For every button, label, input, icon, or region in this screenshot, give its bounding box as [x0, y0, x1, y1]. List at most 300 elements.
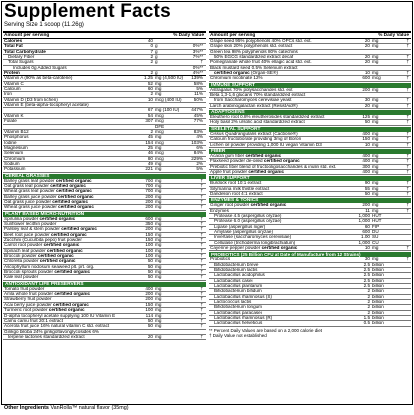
daily-value: † [200, 183, 203, 188]
daily-value: 84% [193, 151, 203, 156]
panel-title: Supplement Facts [4, 1, 171, 22]
nutrient-name: Lactobacillus casei [214, 278, 253, 283]
nutrient-amount: 52 [147, 81, 153, 86]
nutrient-unit: mg [155, 270, 162, 275]
nutrient-unit: mg [155, 194, 162, 199]
nutrient-unit: mcg (400 IU) [155, 97, 182, 102]
nutrient-unit: mg [155, 183, 162, 188]
nutrient-name: Vitamin A (90% as beta-carotene) [4, 76, 73, 81]
nutrient-amount: 2 [367, 289, 370, 294]
nutrient-name: Lactobacillus paracasei [214, 310, 262, 315]
organic-flag: certified organic [55, 178, 92, 183]
nutrient-unit: mg [155, 334, 162, 339]
organic-flag: certified organic [46, 248, 83, 253]
nutrient-unit: mcg [155, 151, 164, 156]
nutrient-name: Phosphorus [4, 135, 29, 140]
daily-value: † [406, 186, 409, 191]
nutrient-amount: 20 [364, 55, 370, 60]
daily-value: † [200, 232, 203, 237]
nutrient-name: Invertase (saccharomyces cerevisiae) [214, 235, 292, 240]
nutrient-row [209, 104, 411, 109]
daily-value: † [200, 189, 203, 194]
nutrient-amount: 49 [147, 161, 153, 166]
nutrient-name: Lipase (aspergillus niger) [214, 224, 266, 229]
nutrient-amount: 80 [147, 156, 153, 161]
nutrient-amount: 1.25 [144, 76, 153, 81]
nutrient-name: Carrot root powder certified organic [4, 243, 80, 248]
nutrient-unit: billion [372, 284, 384, 289]
nutrient-name: Holy basil 2% ursolic acid standardized extract [210, 120, 305, 125]
section-heading: ADAPTOGENS [209, 110, 411, 115]
daily-value: † [406, 246, 409, 250]
nutrient-name: Bifidobacterium longum [214, 305, 263, 310]
nutrient-row [209, 120, 411, 125]
nutrient-row [3, 167, 206, 172]
daily-value: † [200, 270, 203, 275]
daily-value: † [406, 208, 409, 213]
nutrient-amount: 50 [147, 324, 153, 329]
nutrient-name: Lactococcus lactis [214, 300, 252, 305]
nutrient-name: Cissus Quadrangularis extract (Cacbone®) [210, 131, 298, 136]
nutrient-name: Calcium [4, 87, 21, 92]
nutrient-amount: 2 [150, 55, 153, 60]
nutrient-amount: 2 [150, 60, 153, 65]
nutrient-amount: 2.5 [363, 268, 370, 273]
nutrient-amount: 1.5 [363, 316, 370, 321]
nutrient-unit: billion [372, 273, 384, 278]
nutrient-amount: 55 [364, 186, 370, 191]
daily-value: † [406, 153, 409, 158]
nutrient-amount: 0 [150, 44, 153, 49]
nutrient-name: Dietary Fiber [8, 55, 35, 60]
nutrient-amount: 700 [145, 178, 153, 183]
nutrient-amount: 25 [147, 145, 153, 150]
nutrient-name: D-alpha tocopheryl acetate supplying 100 IU Vitamin E [4, 313, 116, 318]
nutrient-amount: 60 [147, 87, 153, 92]
section-heading: IMMUNE SUPPORT [209, 83, 411, 88]
daily-value: † [200, 194, 203, 199]
nutrient-name: Vitamin K [4, 113, 24, 118]
section-heading: ENZYMES & TONICS [209, 198, 411, 203]
daily-value: † [200, 264, 203, 269]
nutrient-unit: mg [155, 205, 162, 210]
daily-value: † [200, 297, 203, 302]
organic-flag: certified organic [51, 232, 87, 237]
nutrient-name: Lactobacillus plantarum [214, 284, 263, 289]
nutrient-name: Barley grass juice powder certified organic [4, 194, 94, 199]
nutrient-amount: 700 [145, 183, 153, 188]
nutrient-name: from Saccharomyces cerevisiae yeast [214, 98, 292, 103]
amount-per-serving-label: Amount per serving [210, 33, 256, 38]
daily-value: † [406, 55, 409, 60]
nutrient-unit: g [155, 44, 158, 49]
nutrient-amount: 2 [150, 92, 153, 97]
organic-flag: certified organic [53, 302, 89, 307]
nutrient-name: Tomato fruit powder [4, 286, 45, 291]
nutrient-unit: mg [372, 203, 379, 208]
nutrient-unit: mg [155, 92, 162, 97]
nutrient-amount: 90 [364, 181, 370, 186]
nutrient-amount: 350 [145, 222, 153, 226]
nutrient-name: Potassium [4, 167, 26, 172]
nutrient-unit: mg [155, 292, 162, 297]
nutrient-name: Burdock root 10:1 extract [210, 181, 262, 186]
nutrient-unit: mcg [155, 113, 164, 118]
nutrient-name: Acai berry juice powder certified organic [4, 302, 89, 307]
nutrient-amount: 20 [147, 334, 153, 339]
nutrient-unit: mg [372, 131, 379, 136]
daily-value: † [200, 227, 203, 232]
nutrient-amount: 400 [362, 169, 370, 174]
nutrient-unit: mcg [155, 129, 164, 134]
nutrient-amount: 400 [362, 153, 370, 158]
nutrient-amount: 7 [150, 49, 153, 54]
daily-value: 5% [196, 87, 203, 92]
nutrient-name: Pomegranate whole fruit 40% ellagic acid std. ext. [210, 60, 312, 65]
nutrient-amount: 60 [364, 224, 370, 229]
nutrient-unit: mg [155, 324, 162, 329]
nutrient-unit: mg [155, 286, 162, 291]
nutrient-unit: mg [155, 232, 162, 237]
daily-value: 58% [193, 81, 203, 86]
organic-flag: certified organic [43, 243, 80, 248]
nutrient-amount: 154 [145, 140, 153, 145]
daily-value: 139% [191, 76, 203, 81]
nutrient-unit: mcg [372, 76, 381, 81]
daily-value: 103% [191, 140, 203, 145]
daily-value: 45% [193, 113, 203, 118]
daily-value: † [200, 324, 203, 329]
nutrient-amount: 221 [145, 167, 153, 172]
nutrient-amount: 20 [364, 44, 370, 49]
nutrient-name: Selenium [4, 151, 24, 156]
nutrient-unit: mg (100 IU) [155, 108, 180, 113]
nutrient-unit: mg [372, 44, 379, 49]
daily-value: † [200, 308, 203, 313]
supplement-facts-panel [1, 1, 413, 413]
daily-value: 11% [194, 92, 203, 97]
organic-flag: certified organic [54, 270, 91, 275]
organic-flag: certified organic [37, 254, 74, 259]
nutrient-name: Ascophyllum nodosum seaweed plt. prt. org. [4, 264, 95, 269]
nutrient-name: Cayenne pepper powder certified organic [210, 246, 298, 250]
nutrient-unit: mg [372, 164, 379, 169]
nutrient-name: Broccoli sprouts powder certified organic [4, 270, 91, 275]
daily-value: † [406, 159, 409, 164]
nutrient-amount: 100 [145, 308, 153, 313]
nutrient-name: Calcium fructoborate providing 3mg of Boron [210, 137, 302, 142]
nutrient-amount: 100 [145, 254, 153, 259]
nutrient-name: Total Carbohydrate [4, 49, 46, 54]
nutrient-unit: billion [372, 268, 384, 273]
nutrient-amount: 50 [147, 259, 153, 264]
nutrient-amount: 200 [362, 87, 370, 92]
daily-value: † [406, 115, 409, 120]
nutrient-row [3, 205, 206, 210]
nutrient-amount: 2 [367, 294, 370, 299]
nutrient-name: Amla whole fruit powder certified organic [4, 292, 91, 297]
nutrient-name: Vitamin C [4, 81, 24, 86]
nutrient-name: Astragalus 70% polysaccharides std. ext [210, 87, 293, 92]
nutrient-amount: 0.5 [363, 321, 370, 326]
organic-flag: certified organic [248, 169, 285, 174]
daily-value: † [200, 199, 203, 204]
nutrient-amount: 54 [147, 113, 153, 118]
daily-value: † [406, 120, 409, 125]
organic-flag: certified organic [261, 246, 298, 250]
nutrient-unit: mg (4,500 IU) [155, 76, 184, 81]
nutrient-amount: 2.5 [363, 273, 370, 278]
nutrient-name: Chromium nicotinate 12% [210, 76, 263, 81]
nutrient-unit: billion [372, 305, 384, 310]
nutrient-amount: 150 [145, 302, 153, 307]
organic-flag: certified organic [245, 153, 282, 158]
daily-value: † [200, 205, 203, 210]
nutrient-unit: FIP [372, 224, 380, 229]
nutrient-unit: mg [155, 254, 162, 259]
nutrient-amount: 1,000 [358, 219, 370, 224]
nutrient-unit: SU [372, 235, 379, 240]
daily-value: † [406, 164, 409, 169]
daily-value: † [406, 191, 409, 196]
footnote: ** Percent Daily Values are based on a 2,000 calorie diet [209, 328, 322, 333]
nutrient-name: Eleuthero root 0.8% eleutherosides standardized extract [210, 115, 325, 120]
daily-value: † [200, 243, 203, 248]
nutrient-amount: 307 [145, 119, 153, 124]
nutrient-amount: 30 [364, 257, 370, 262]
nutrient-amount: 200 [145, 194, 153, 199]
amount-per-serving-label: Amount per serving [4, 33, 50, 38]
daily-value: 2% [196, 161, 203, 166]
nutrient-unit: g [155, 49, 158, 54]
daily-value-label: % Daily Value [173, 33, 204, 38]
nutrient-unit: mcg [155, 119, 164, 124]
nutrient-amount: 700 [145, 189, 153, 194]
nutrient-amount: 11 [365, 208, 370, 213]
nutrient-unit: mg [372, 103, 379, 108]
nutrient-name: Grape skin 20% polyphenols std. extract [210, 44, 293, 49]
daily-value: † [406, 142, 409, 147]
nutrient-name: Protein [4, 71, 20, 76]
daily-value: 447% [191, 108, 203, 113]
daily-value: † [200, 238, 203, 243]
organic-flag: certified organic [57, 194, 94, 199]
organic-flag: certified organic [56, 189, 92, 194]
nutrient-name: Black mustard seed 0.5% Selenium extract [210, 65, 298, 70]
nutrient-amount: 2 [367, 310, 370, 315]
daily-value: 3%** [192, 49, 203, 54]
daily-value-label: % Daily Value [378, 33, 409, 38]
nutrient-amount: 200 [145, 297, 153, 302]
nutrient-amount: 1,000 [358, 213, 370, 218]
nutrient-amount: 10 [364, 246, 370, 250]
nutrient-unit: mg [372, 246, 379, 250]
other-ingredients-text: VanRolla™ natural flavor (35mg) [50, 405, 129, 411]
nutrient-unit: mg [372, 98, 379, 103]
nutrient-unit: mg [155, 264, 162, 269]
nutrient-amount: 67 [147, 108, 153, 113]
nutrient-name: Amylase (aspergillus oryzae) [214, 229, 273, 234]
daily-value: 7%** [192, 55, 203, 60]
nutrient-name: Beta 1,3-1,6 glucans 70% standardized extract [210, 93, 306, 98]
daily-value: † [406, 181, 409, 186]
nutrient-unit: DU [372, 229, 379, 234]
daily-value: † [200, 286, 203, 291]
footnote: † Daily Value not established [209, 333, 267, 338]
daily-value: 83% [193, 129, 203, 134]
nutrient-name: Chlorella powder certified organic [4, 259, 76, 264]
daily-value: 229% [191, 156, 203, 161]
nutrient-name: Total Sugars [8, 60, 34, 65]
nutrient-name: Iodine [4, 140, 17, 145]
nutrient-name: Bifidobacterium lactis [214, 268, 258, 273]
nutrient-unit: mg [372, 208, 379, 213]
nutrient-unit: mg [155, 297, 162, 302]
nutrient-unit: mg [372, 137, 379, 142]
nutrient-name: Acerola fruit juice 16% natural vitamin C std. extract [4, 324, 110, 329]
footnotes [209, 328, 411, 338]
nutrient-row [209, 192, 411, 197]
daily-value: † [406, 39, 409, 43]
nutrient-amount: 50 [147, 275, 153, 280]
nutrient-name: Includes 0g Added Sugars [13, 65, 67, 70]
daily-value: † [406, 60, 409, 65]
nutrient-unit: mg [155, 275, 162, 280]
nutrient-amount: 200 [145, 227, 153, 232]
nutrient-name: Sodium [4, 161, 20, 166]
other-ingredients [4, 405, 129, 411]
organic-flag: certified organic [39, 216, 76, 221]
nutrient-name: Silymarina milk thistle extract [210, 186, 270, 191]
daily-value: † [200, 318, 203, 323]
organic-flag: certified organic [52, 199, 89, 204]
nutrient-unit: mg [155, 135, 162, 140]
nutrient-name: Spinach leaf powder certified organic [4, 248, 83, 253]
nutrient-unit: mg [372, 71, 379, 76]
nutrient-unit: mg [155, 318, 162, 323]
nutrient-unit: mg [372, 142, 379, 147]
nutrient-unit: mg [155, 308, 162, 313]
nutrient-amount: 200 [145, 199, 153, 204]
nutrient-unit: g [155, 55, 158, 60]
daily-value: 5% [196, 167, 203, 172]
nutrient-unit: mg [155, 178, 162, 183]
nutrient-name: Iron [4, 92, 12, 97]
nutrient-amount: 114 [145, 313, 153, 318]
nutrient-unit: mg [372, 169, 379, 174]
other-ingredients-label: Other Ingredients [4, 405, 49, 411]
nutrient-name: Spirulina powder certified organic [4, 216, 76, 221]
nutrient-unit: mg [372, 153, 379, 158]
nutrient-row [209, 246, 411, 251]
nutrient-name: Barley grass leaf powder certified organic [4, 178, 92, 183]
nutrient-unit: mcg [155, 140, 164, 145]
nutrient-unit: mg [155, 227, 162, 232]
nutrient-amount: 40 [147, 39, 153, 43]
nutrient-name: Cellulase (trichoderma longibrachiatum) [214, 240, 296, 245]
nutrient-unit: mg [155, 248, 162, 253]
nutrient-unit: HUT [372, 219, 382, 224]
nutrient-amount: 2.5 [363, 278, 370, 283]
organic-flag: certified organic [58, 205, 94, 210]
nutrient-amount: 400 [145, 286, 153, 291]
nutrient-amount: 600 [145, 216, 153, 221]
nutrient-unit: billion [372, 300, 384, 305]
nutrient-amount: 100 [145, 248, 153, 253]
daily-value: 0%** [192, 65, 203, 70]
daily-value: † [406, 71, 409, 76]
nutrient-name: Apple fruit powder certified organic [210, 169, 285, 174]
daily-value: 4%** [192, 71, 203, 76]
nutrient-unit: mg [155, 259, 162, 264]
nutrient-name: Strawberry fruit powder [4, 297, 52, 302]
nutrient-unit: mg [372, 181, 379, 186]
nutrient-name: Larch arabinogalactan extract (ResistAid®) [210, 103, 298, 108]
nutrient-unit: mg [155, 167, 162, 172]
nutrient-amount: 150 [145, 232, 153, 237]
daily-value: 6% [196, 145, 203, 150]
nutrient-unit: mg [372, 87, 379, 92]
nutrient-unit: mg [155, 302, 162, 307]
nutrient-name: Turmeric root powder certified organic [4, 308, 85, 313]
nutrient-amount: 600 [362, 229, 370, 234]
organic-flag: certified organic [54, 292, 91, 297]
nutrient-unit: mg [155, 81, 162, 86]
nutrient-unit: mg [155, 238, 162, 243]
nutrient-amount: 200 [145, 205, 153, 210]
nutrient-name: terpene lactones standardized extract [8, 334, 85, 339]
nutrient-name: Wheat grass leaf powder certified organic [4, 189, 92, 194]
nutrient-name: Lichen oil powder providing 1,000 IU vegan Vitamin D3 [210, 142, 322, 147]
nutrient-unit: billion [372, 278, 384, 283]
daily-value: † [406, 76, 409, 81]
daily-value: † [200, 259, 203, 264]
nutrient-amount: 300 [362, 164, 370, 169]
nutrient-amount: 1,000 [358, 240, 370, 245]
daily-value: † [200, 292, 203, 297]
daily-value: † [406, 169, 409, 174]
nutrient-amount: 10 [147, 97, 153, 102]
nutrient-amount: 150 [362, 137, 370, 142]
probiotics-heading: PROBIOTICS (25 Billion CFU at Date of Manufacture from 12 Strains) [209, 252, 411, 257]
nutrient-row [209, 170, 411, 175]
daily-value: † [200, 178, 203, 183]
daily-value: † [200, 60, 203, 65]
nutrient-unit: g [155, 60, 158, 65]
organic-flag: certified organic [50, 183, 86, 188]
nutrient-name: Lactobacillus rhamnosus (R) [214, 316, 273, 321]
daily-value: † [200, 248, 203, 253]
nutrient-amount: 1.00 [361, 235, 370, 240]
section-heading: ANTIOXIDANT LIFE PRESERVERS [3, 282, 206, 287]
nutrient-name: Bifidobacterium bifidum [214, 289, 262, 294]
nutrient-unit: billion [372, 321, 384, 326]
nutrient-unit: DFE [155, 124, 165, 129]
nutrient-name: Beet root juice powder certified organic [4, 232, 87, 237]
nutrient-name: Bifidobacterium breve [214, 262, 259, 267]
daily-value: † [406, 103, 409, 108]
nutrient-name: Probiotics [210, 257, 231, 262]
nutrient-name: Lactobacillus acidophilus [214, 273, 265, 278]
nutrient-amount: 125 [362, 115, 370, 120]
daily-value: 50% [193, 97, 203, 102]
nutrient-unit: billion [372, 289, 384, 294]
nutrient-unit: HUT [372, 213, 382, 218]
daily-value: † [200, 334, 203, 339]
nutrient-amount: 20 [364, 60, 370, 65]
organic-flag: certified organic [61, 227, 97, 232]
section-heading: FIBER [209, 149, 411, 154]
